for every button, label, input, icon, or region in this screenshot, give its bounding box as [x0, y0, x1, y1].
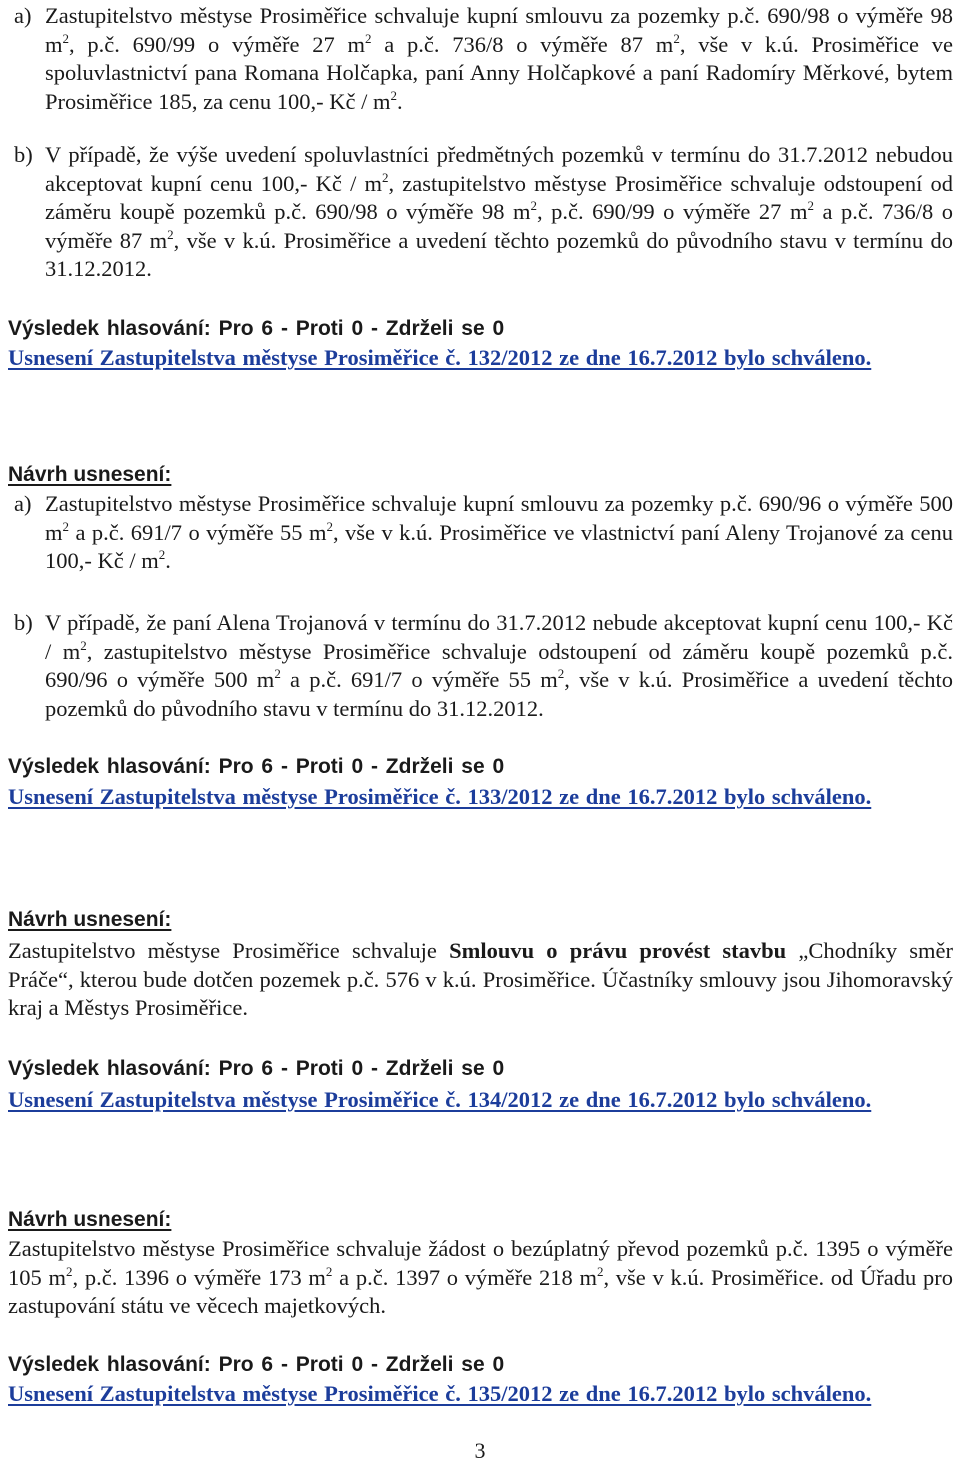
item-a: a) Zastupitelstvo městyse Prosiměřice schvaluje kupní smlouvu za pozemky p.č. 690/98 o výměře 98 $m^2$, p.č. 690/99 o výměře 27 $m^2$ a p.č. 736/8 o výměře 87 $m^2$, vše v k.ú. Prosiměřice ve spoluvlastnictví pana Romana Holčapka, paní Anny Holčapkové a paní Radomíry Měrkové, bytem Prosiměřice 185, za cenu 100,- Kč / $m^2$.	[14, 3, 953, 114]
item-b: b) V případě, že výše uvedení spoluvlastníci předmětných pozemků v termínu do 31.7.2012 nebudou akceptovat kupní cenu 100,- Kč / $m^2$, zastupitelstvo městyse Prosiměřice schvaluje odstoupení od záměru koupě pozemků p.č. 690/98 o výměře 98 $m^2$, p.č. 690/99 o výměře 27 $m^2$ a p.č. 736/8 o výměře 87 $m^2$, vše v k.ú. Prosiměřice a uvedení těchto pozemků do původního stavu v termínu do 31.12.2012.	[14, 142, 954, 281]
item-marker: a)	[14, 491, 32, 516]
item-a: a) Zastupitelstvo městyse Prosiměřice schvaluje kupní smlouvu za pozemky p.č. 690/96 o výměře 500 $m^2$ a p.č. 691/7 o výměře 55 $m^2$, vše v k.ú. Prosiměřice ve vlastnictví paní Aleny Trojanové za cenu 100,- Kč / $m^2$.	[14, 491, 953, 573]
resolution-status: Usnesení Zastupitelstva městyse Prosiměřice č. 133/2012 ze dne 16.7.2012 bylo schváleno.	[8, 784, 872, 809]
item-text: Zastupitelstvo městyse Prosiměřice schvaluje kupní smlouvu za pozemky p.č. 690/98 o výměře 98 m	[45, 3, 953, 57]
item-text: V případě, že paní Alena Trojanová v termínu do 31.7.2012 nebude akceptovat kupní cenu 100,- Kč / m	[45, 610, 953, 664]
section-132-b	[8, 141, 953, 284]
resolution-status: Usnesení Zastupitelstva městyse Prosiměřice č. 132/2012 ze dne 16.7.2012 bylo schváleno.	[8, 345, 872, 370]
item-text: V případě, že výše uvedení spoluvlastníci předmětných pozemků v termínu do 31.7.2012 nebudou akceptovat kupní cenu 100,- Kč / m	[45, 142, 953, 196]
section-135-text: Zastupitelstvo městyse Prosiměřice schvaluje žádost o bezúplatný převod pozemků p.č. 1395 o výměře 105 $m^2$, p.č. 1396 o výměře 173 $m^2$ a p.č. 1397 o výměře 218 $m^2$, vše v k.ú. Prosiměřice. od Úřadu pro zastupování státu ve věcech majetkových.	[8, 1236, 953, 1318]
contract-name: Smlouvu o právu provést stavbu	[449, 938, 787, 963]
item-marker: a)	[14, 3, 32, 28]
vote-result: Výsledek hlasování: Pro 6 - Proti 0 - Zdrželi se 0	[8, 1057, 505, 1080]
page-number: 3	[474, 1438, 486, 1463]
resolution-status: Usnesení Zastupitelstva městyse Prosiměřice č. 135/2012 ze dne 16.7.2012 bylo schváleno.	[8, 1381, 872, 1406]
item-marker: b)	[14, 610, 33, 635]
item-marker: b)	[14, 142, 33, 167]
proposal-heading: Návrh usnesení:	[8, 463, 172, 486]
section-134-text: Zastupitelstvo městyse Prosiměřice schvaluje Smlouvu o právu provést stavbu „Chodníky směr Práče“, kterou bude dotčen pozemek p.č. 576 v k.ú. Prosiměřice. Účastníky smlouvy jsou Jihomoravský kraj a Městys Prosiměřice.	[8, 938, 953, 1020]
vote-result: Výsledek hlasování: Pro 6 - Proti 0 - Zdrželi se 0	[8, 317, 505, 340]
proposal-heading: Návrh usnesení:	[8, 908, 172, 931]
section-133-b	[8, 609, 953, 723]
section-132	[8, 2, 953, 116]
vote-result: Výsledek hlasování: Pro 6 - Proti 0 - Zdrželi se 0	[8, 1353, 505, 1376]
proposal-heading: Návrh usnesení:	[8, 1208, 172, 1231]
vote-result: Výsledek hlasování: Pro 6 - Proti 0 - Zdrželi se 0	[8, 755, 505, 778]
resolution-status: Usnesení Zastupitelstva městyse Prosiměřice č. 134/2012 ze dne 16.7.2012 bylo schváleno.	[8, 1087, 872, 1112]
section-133	[8, 490, 953, 576]
item-b: b) V případě, že paní Alena Trojanová v termínu do 31.7.2012 nebude akceptovat kupní cenu 100,- Kč / $m^2$, zastupitelstvo městyse Prosiměřice schvaluje odstoupení od záměru koupě pozemků p.č. 690/96 o výměře 500 $m^2$ a p.č. 691/7 o výměře 55 $m^2$, vše v k.ú. Prosiměřice a uvedení těchto pozemků do původního stavu v termínu do 31.12.2012.	[14, 610, 953, 721]
item-text: Zastupitelstvo městyse Prosiměřice schvaluje kupní smlouvu za pozemky p.č. 690/96 o výměře 500 m	[45, 491, 953, 545]
